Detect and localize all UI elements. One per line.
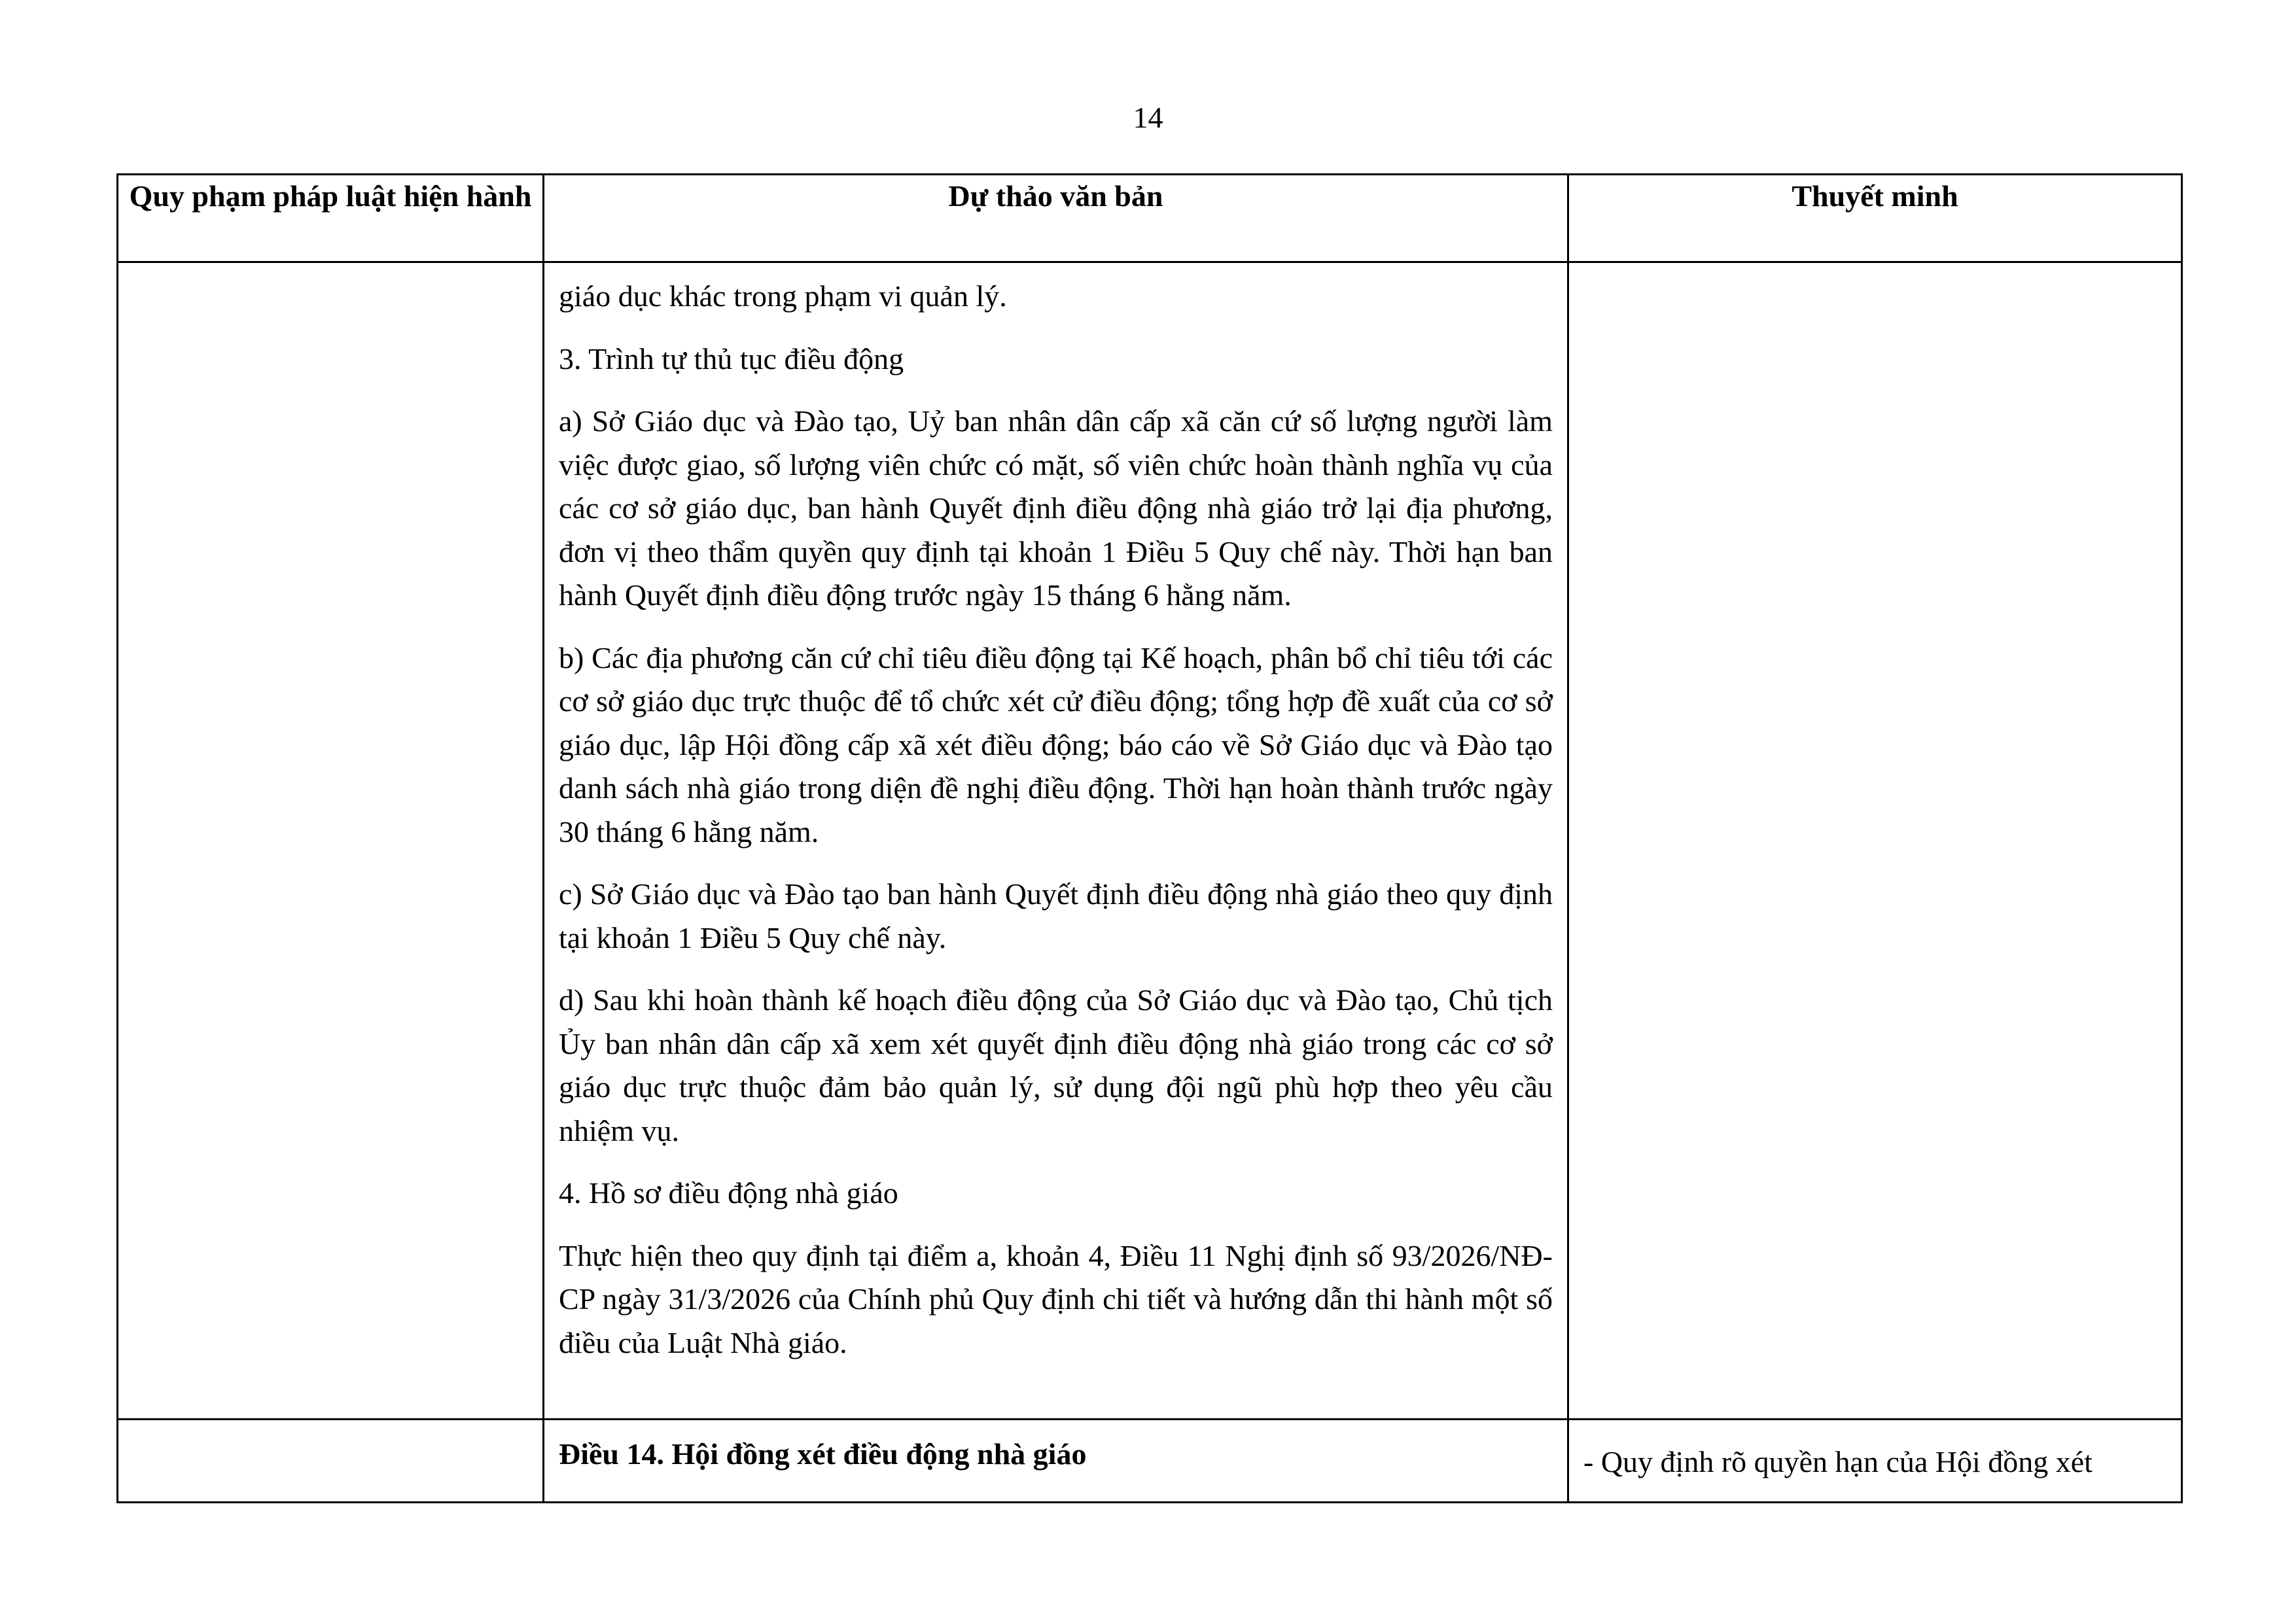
table-row — [118, 262, 2182, 1420]
draft-paragraph: d) Sau khi hoàn thành kế hoạch điều động của Sở Giáo dục và Đào tạo, Chủ tịch Ủy ban nhân dân cấp xã xem xét quyết định điều động nhà giáo trong các cơ sở giáo dục trực thuộc đảm bảo quản lý, sử dụng đội ngũ phù hợp theo yêu cầu nhiệm vụ. — [559, 983, 1553, 1147]
current-law-cell — [118, 1420, 544, 1503]
header-draft-text: Dự thảo văn bản — [544, 175, 1568, 262]
draft-paragraph: 4. Hồ sơ điều động nhà giáo — [559, 1176, 898, 1210]
comparison-table — [116, 173, 2183, 1503]
explanation-text: - Quy định rõ quyền hạn của Hội đồng xét — [1568, 1420, 2182, 1503]
explanation-cell — [1568, 262, 2182, 1420]
table-header-row — [118, 175, 2182, 262]
draft-paragraph: b) Các địa phương căn cứ chỉ tiêu điều động tại Kế hoạch, phân bổ chỉ tiêu tới các cơ sở giáo dục trực thuộc để tổ chức xét cử điều động; tổng hợp đề xuất của cơ sở giáo dục, lập Hội đồng cấp xã xét điều động; báo cáo về Sở Giáo dục và Đào tạo danh sách nhà giáo trong diện đề nghị điều động. Thời hạn hoàn thành trước ngày 30 tháng 6 hằng năm. — [559, 640, 1553, 848]
draft-paragraph: 3. Trình tự thủ tục điều động — [559, 341, 904, 375]
header-current-law: Quy phạm pháp luật hiện hành — [118, 175, 544, 262]
draft-paragraph: giáo dục khác trong phạm vi quản lý. — [559, 279, 1007, 313]
table-row — [118, 1420, 2182, 1503]
draft-text-cell — [544, 262, 1568, 1420]
page-number: 14 — [1133, 101, 1163, 134]
draft-paragraph: a) Sở Giáo dục và Đào tạo, Uỷ ban nhân dân cấp xã căn cứ số lượng người làm việc được giao, số lượng viên chức có mặt, số viên chức hoàn thành nghĩa vụ của các cơ sở giáo dục, ban hành Quyết định điều động nhà giáo trở lại địa phương, đơn vị theo thẩm quyền quy định tại khoản 1 Điều 5 Quy chế này. Thời hạn ban hành Quyết định điều động trước ngày 15 tháng 6 hằng năm. — [559, 404, 1553, 612]
article-heading: Điều 14. Hội đồng xét điều động nhà giáo — [544, 1420, 1568, 1503]
header-explanation: Thuyết minh — [1568, 175, 2182, 262]
current-law-cell — [118, 262, 544, 1420]
draft-paragraph: c) Sở Giáo dục và Đào tạo ban hành Quyết định điều động nhà giáo theo quy định tại khoản 1 Điều 5 Quy chế này. — [559, 877, 1553, 954]
draft-paragraph: Thực hiện theo quy định tại điểm a, khoản 4, Điều 11 Nghị định số 93/2026/NĐ-CP ngày 31/3/2026 của Chính phủ Quy định chi tiết và hướng dẫn thi hành một số điều của Luật Nhà giáo. — [559, 1238, 1553, 1359]
